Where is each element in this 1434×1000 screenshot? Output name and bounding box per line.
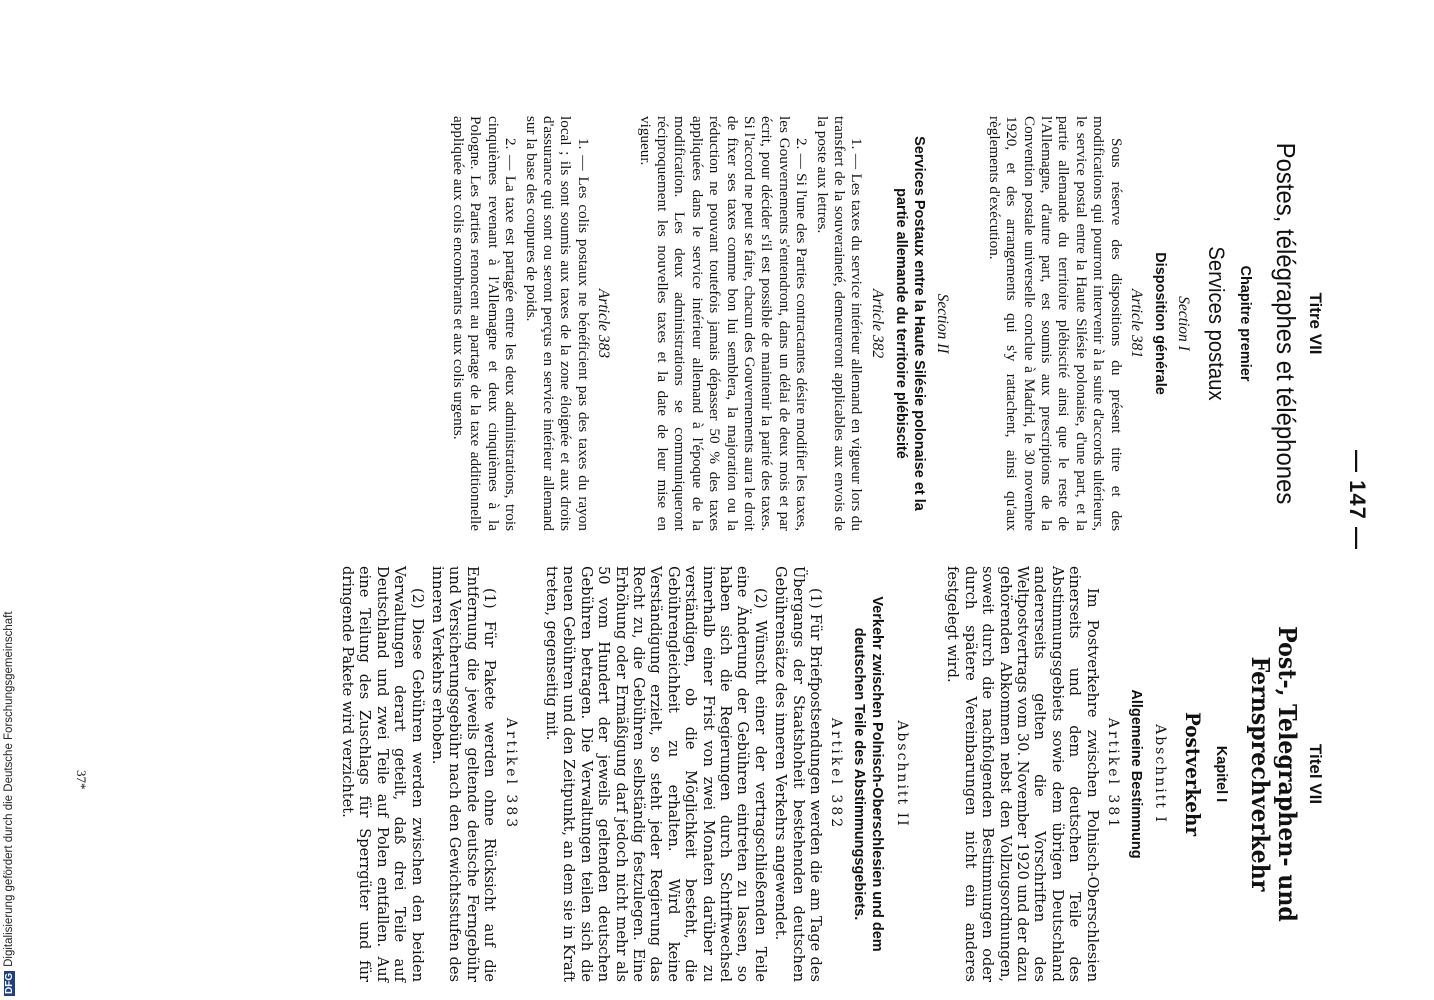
german-section-2-title: Verkehr zwischen Polnisch-Oberschlesien und dem deutschen Teile des Abstimmungsgebiets.: [851, 596, 886, 952]
german-article-381-text: Im Postverkehre zwischen Polnisch-Oberschlesien einerseits und dem deutschen Teile des Abstimmungsgebiets sowie dem übrigen Deutschland andererseits gelten die Vorschriften des Weltpostvertrags vom 30. November 1920 und der dazu gehörenden Abkommen nebst den Vollzugsordnungen, soweit durch die nachfolgenden Bestimmungen oder durch spätere Vereinbarungen nicht ein anderes festgelegt wird.: [944, 566, 1101, 982]
german-article-382-heading: Artikel 382: [828, 717, 845, 831]
digitization-credit: [0, 0, 22, 1000]
dfg-logo-icon: DFG: [4, 972, 15, 994]
german-section-1-title: Allgemeine Bestimmung: [1128, 689, 1145, 859]
german-article-382-para-1: (1) Für Briefpostsendungen werden die am Tage des Übergangs der Staatshoheit bestehenden deutschen Gebührensätze des inneren Verkehrs angewendet.: [772, 566, 825, 982]
french-article-382-heading: Article 382: [868, 288, 886, 359]
french-article-382-para-2: 2. — Si l'une des Parties contractantes désire modifier les taxes, les Gouvernements s'entendront, dans un délai de deux mois et par écrit, pour décider s'il est possible de maintenir la parité des taxes. Si l'accord ne peut se faire, chacun des Gouvernements aura le droit de fixer ses taxes comme bon lui semblera, la majoration ou la réduction ne pouvant toutefois jamais dépasser 50 % des taxes appliquées dans le service intérieur allemand à l'époque de la modification. Les deux administrations se communiqueront réciproquement les nouvelles taxes et la date de leur mise en vigueur.: [636, 116, 811, 531]
french-article-383-para-1: 1. — Les colis postaux ne bénéficient pas des taxes du rayon local ; ils sont soumis aux taxes de la zone éloignée et aux droits d'assurance qui sont ou seront perçus en service intérieur allemand sur la base des coupures de poids.: [522, 116, 592, 531]
french-chapter-title: Services postaux: [1204, 246, 1230, 401]
french-section-2: Section II: [934, 293, 952, 354]
french-article-383-para-2: 2. — La taxe est partagée entre les deux administrations, trois cinquièmes revenant à l'Allemagne et deux cinquièmes à la Pologne. Les Parties renoncent au partage de la taxe additionnelle appliquée aux colis encombrants et aux colis urgents.: [449, 116, 520, 531]
french-article-381-heading: Article 381: [1127, 288, 1145, 359]
page-number: — 147 —: [1345, 450, 1370, 550]
credit-text: Digitalisierung gefördert durch die Deutsche Forschungsgemeinschaft: [3, 611, 15, 967]
german-section-2: Abschnitt II: [893, 720, 910, 828]
german-article-382-para-2: (2) Wünscht einer der vertragschließenden Teile eine Änderung der Gebühren eintreten zu lassen, so haben sich die Regierungen durch Schriftwechsel innerhalb einer Frist von zwei Monaten darüber zu verständigen, ob die Möglichkeit besteht, die Gebührengleichheit zu erhalten. Wird keine Verständigung erzielt, so steht jeder Regierung das Recht zu, die Gebühren selbständig festzulegen. Eine Erhöhung oder Ermäßigung darf jedoch nicht mehr als 50 vom Hundert der jeweils geltenden deutschen Gebühren betragen. Die Verwaltungen teilen sich die neuen Gebühren und den Zeitpunkt, an dem sie in Kraft treten, gegenseitig mit.: [543, 566, 769, 982]
french-article-381-text: Sous réserve des dispositions du présent titre et des modifications qui pourront intervenir à la suite d'accords ultérieurs, le service postal entre la Haute Silésie polonaise, d'une part, et la partie allemande du territoire plébiscité ainsi que le reste de l'Allemagne, d'autre part, est soumis aux prescriptions de la Convention postale universelle conclue à Madrid, le 30 novembre 1920, et des arrangements qui s'y rattachent, ainsi qu'aux règlements d'exécution.: [985, 116, 1125, 531]
german-chapter-title: Postverkehr: [1181, 711, 1206, 837]
french-article-382-para-1: 1. — Les taxes du service intérieur allemand en vigueur lors du transfert de la souveraineté, demeureront applicables aux envois de la poste aux lettres.: [813, 116, 866, 531]
german-main-title: Post-, Telegraphen- und Fernsprechverkehr: [1245, 626, 1302, 922]
french-main-title: Postes, télégraphes et téléphones: [1270, 142, 1301, 505]
french-section-2-title: Services Postaux entre la Haute Silésie polonaise et la partie allemande du territoire plébiscité: [892, 136, 927, 511]
signature-mark: 37*: [74, 770, 89, 790]
german-article-381-heading: Artikel 381: [1104, 717, 1121, 831]
french-section-1: Section I: [1174, 296, 1192, 351]
french-section-1-title: Disposition générale: [1152, 252, 1169, 395]
german-title-number: Titel VII: [1306, 743, 1325, 805]
german-article-383-para-1: (1) Für Pakete werden ohne Rücksicht auf die Entfernung die jeweils geltende deutsche Ferngebühr und Versicherungsgebühr nach den Gewichtsstufen des inneren Verkehrs erhoben.: [428, 566, 499, 982]
french-column: [450, 116, 1326, 531]
german-article-383-para-2: (2) Diese Gebühren werden zwischen den beiden Verwaltungen derart geteilt, daß drei Teile auf Deutschland und zwei Teile auf Polen entfallen. Auf eine Teilung des Zuschlags für Sperrgüter und für dringende Pakete wird verzichtet.: [338, 566, 426, 982]
german-section-1: Abschnitt I: [1151, 724, 1168, 824]
german-chapter: Kapitel I: [1212, 745, 1229, 803]
french-article-383-heading: Article 383: [595, 288, 613, 359]
french-title-number: Titre VII: [1306, 292, 1325, 355]
german-article-383-heading: Artikel 383: [502, 717, 519, 831]
french-chapter: Chapitre premier: [1236, 265, 1253, 382]
german-column: [339, 566, 1326, 982]
